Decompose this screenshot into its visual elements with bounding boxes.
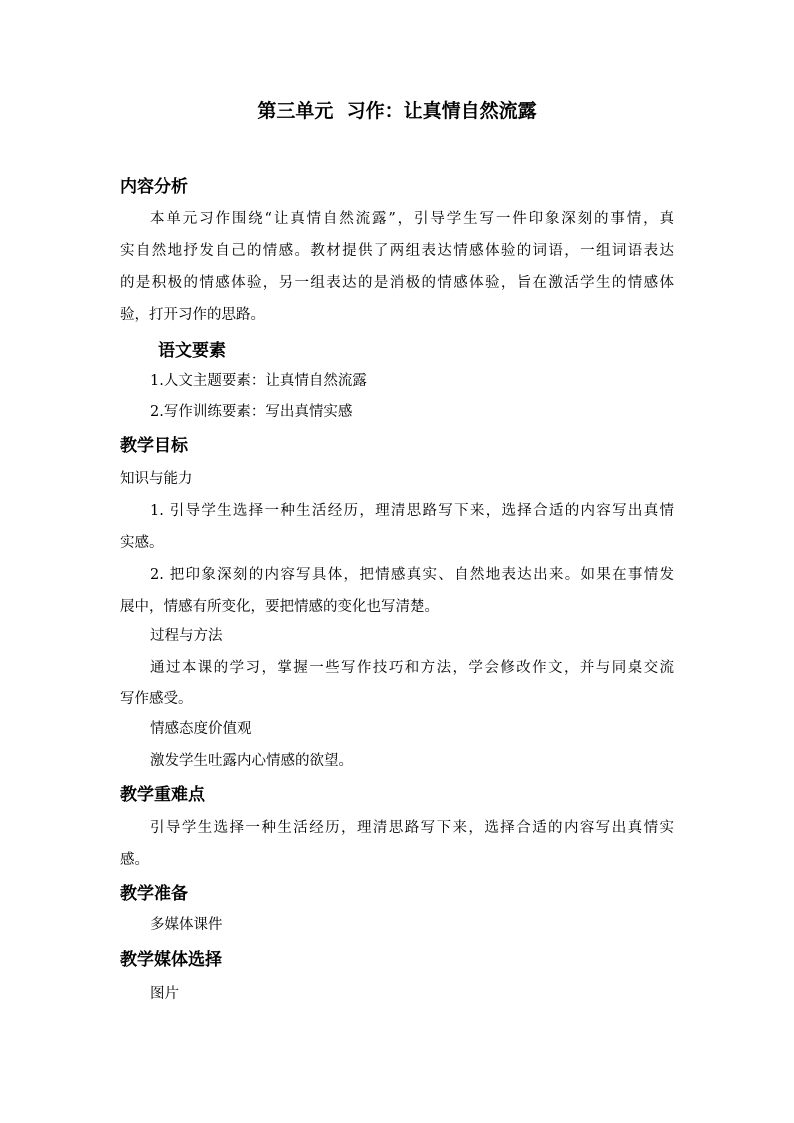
media-text: 图片 <box>150 986 179 1002</box>
emotion-line: 激发学生吐露内心情感的欲望。 <box>150 753 353 769</box>
goal-1-line-1: 1. 引导学生选择一种生活经历，理清思路写下来，选择合适的内容写出真情 <box>150 503 674 519</box>
content-analysis-line-1: 本单元习作围绕“让真情自然流露”，引导学生写一件印象深刻的事情，真 <box>150 211 674 227</box>
process-line-2: 写作感受。 <box>120 691 193 707</box>
goal-2-line-1: 2. 把印象深刻的内容写具体，把情感真实、自然地表达出来。如果在事情发 <box>150 567 674 583</box>
content-analysis-line-3: 的是积极的情感体验，另一组表达的是消极的情感体验，旨在激活学生的情感体 <box>120 275 674 291</box>
heading-teaching-goals: 教学目标 <box>120 436 188 456</box>
subheading-emotion-values: 情感态度价值观 <box>150 721 252 737</box>
document-title: 第三单元 习作：让真情自然流露 <box>257 100 537 122</box>
heading-language-elements: 语文要素 <box>158 341 226 361</box>
subheading-knowledge-ability: 知识与能力 <box>120 471 193 487</box>
heading-preparation: 教学准备 <box>120 884 188 904</box>
difficulties-line-2: 感。 <box>120 852 149 868</box>
goal-1-line-2: 实感。 <box>120 535 164 551</box>
process-line-1: 通过本课的学习，掌握一些写作技巧和方法，学会修改作文，并与同桌交流 <box>150 660 674 676</box>
heading-media-selection: 教学媒体选择 <box>120 950 222 970</box>
heading-content-analysis: 内容分析 <box>120 177 188 197</box>
content-analysis-line-4: 验，打开习作的思路。 <box>120 307 265 323</box>
difficulties-line-1: 引导学生选择一种生活经历，理清思路写下来，选择合适的内容写出真情实 <box>150 820 674 836</box>
goal-2-line-2: 展中，情感有所变化，要把情感的变化也写清楚。 <box>120 599 439 615</box>
content-analysis-line-2: 实自然地抒发自己的情感。教材提供了两组表达情感体验的词语，一组词语表达 <box>120 243 674 259</box>
subheading-process-method: 过程与方法 <box>150 628 223 644</box>
language-element-2: 2.写作训练要素：写出真情实感 <box>150 404 353 420</box>
preparation-text: 多媒体课件 <box>150 917 223 933</box>
heading-key-difficulties: 教学重难点 <box>120 785 205 805</box>
language-element-1: 1.人文主题要素：让真情自然流露 <box>150 373 367 389</box>
